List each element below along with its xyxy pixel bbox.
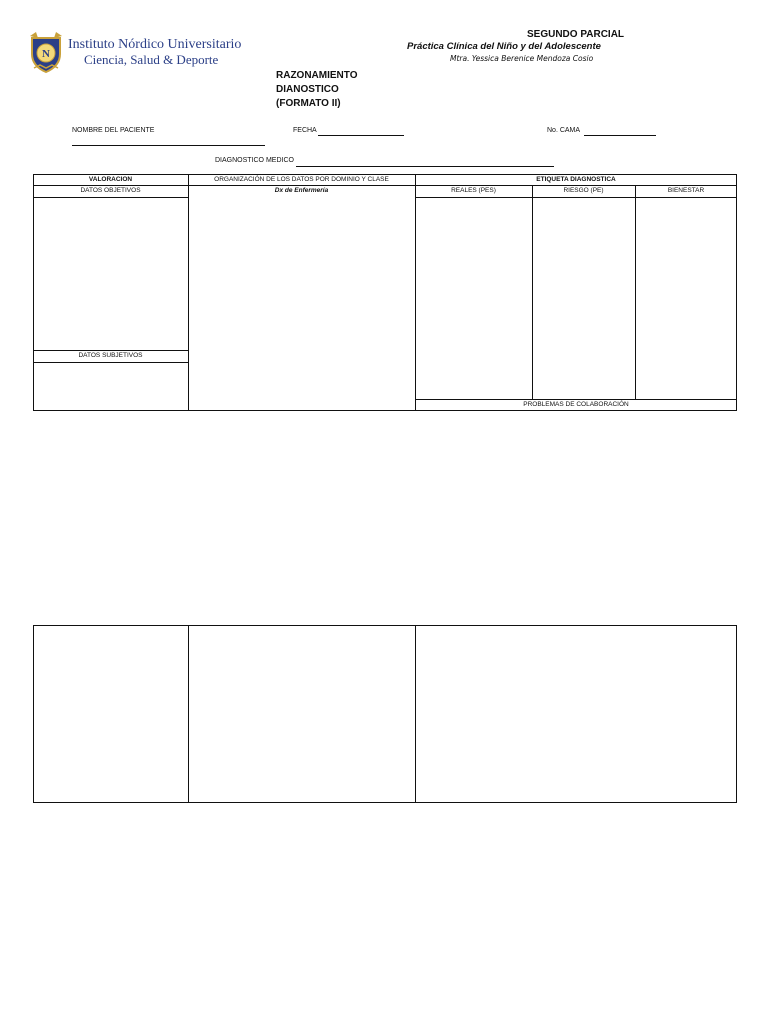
patient-name-line[interactable] (72, 145, 265, 146)
exam-label: SEGUNDO PARCIAL (527, 29, 625, 40)
header-bienestar: BIENESTAR (667, 187, 705, 194)
header-riesgo: RIESGO (PE) (563, 187, 604, 194)
table-divider (415, 174, 416, 411)
teacher-label: Mtra. Yessica Berenice Mendoza Cosio (450, 54, 594, 63)
institution-subtitle: Ciencia, Salud & Deporte (84, 52, 219, 67)
table-divider (33, 362, 188, 363)
header-reales: REALES (PES) (451, 187, 496, 194)
header-datos-subjetivos: DATOS SUBJETIVOS (78, 352, 143, 359)
table-divider (415, 625, 416, 803)
patient-name-label: NOMBRE DEL PACIENTE (72, 127, 155, 134)
table-divider (33, 197, 188, 198)
form-title-line-3: (FORMATO II) (276, 98, 341, 109)
blank-table (33, 625, 737, 803)
medical-diagnosis-label: DIAGNOSTICO MEDICO (215, 157, 294, 164)
form-title-line-2: DIANOSTICO (276, 84, 339, 95)
bed-line[interactable] (584, 135, 656, 136)
table-divider (188, 625, 189, 803)
header-valoracion: VALORACION (88, 176, 133, 183)
logo-letter: N (42, 48, 50, 60)
reasoning-table (33, 174, 737, 411)
date-label: FECHA (293, 127, 317, 134)
subject-label: Práctica Clínica del Niño y del Adolescente (407, 41, 601, 52)
table-divider (188, 174, 189, 411)
header-datos-objetivos: DATOS OBJETIVOS (80, 187, 141, 194)
table-divider (635, 185, 636, 399)
header-organizacion: ORGANIZACIÓN DE LOS DATOS POR DOMINIO Y CLASE (214, 176, 389, 183)
table-divider (415, 197, 737, 198)
table-divider (532, 185, 533, 399)
date-line[interactable] (318, 135, 404, 136)
header-dx-enfermeria: Dx de Enfermería (274, 187, 329, 194)
form-title-line-1: RAZONAMIENTO (276, 70, 358, 81)
institution-name: Instituto Nórdico Universitario (68, 37, 242, 52)
bed-label: No. CAMA (547, 127, 581, 134)
medical-diagnosis-line[interactable] (296, 166, 554, 167)
header-etiqueta: ETIQUETA DIAGNOSTICA (536, 176, 616, 183)
institution-crest-icon (28, 32, 64, 74)
header-problemas-colaboracion: PROBLEMAS DE COLABORACIÓN (523, 401, 629, 408)
